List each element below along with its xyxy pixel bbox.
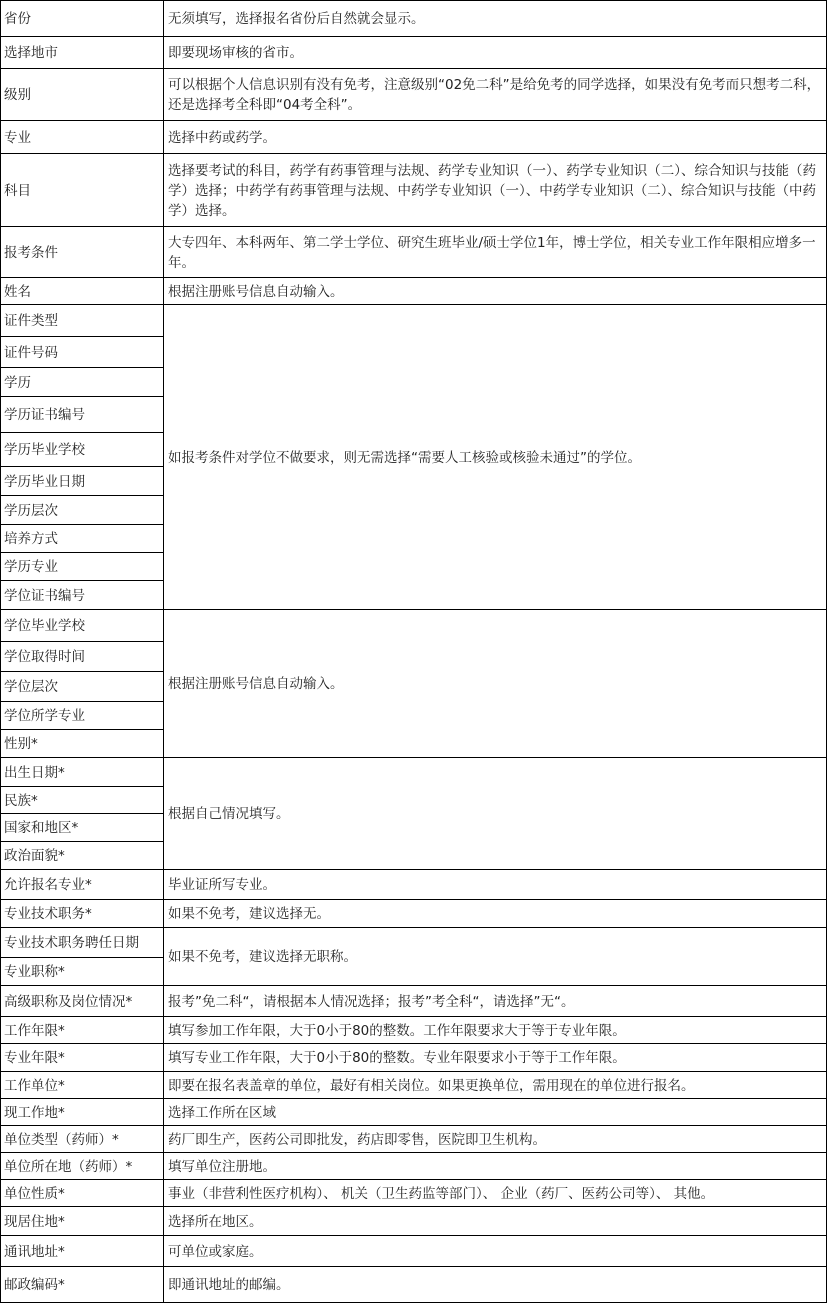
row-divider: [1, 432, 163, 433]
row-divider: [1, 1016, 826, 1017]
row-divider: [1, 552, 163, 553]
field-label: 高级职称及岗位情况*: [4, 993, 133, 1010]
row-divider: [1, 304, 826, 305]
field-label: 现工作地*: [4, 1104, 65, 1121]
field-label: 学位所学专业: [4, 708, 85, 724]
field-description: 大专四年、本科两年、第二学士学位、研究生班毕业/硕士学位1年，博士学位，相关专业工作年限相应增多一年。: [168, 234, 816, 271]
row-divider: [1, 277, 826, 278]
row-divider: [1, 757, 826, 758]
field-description: 事业（非营利性医疗机构）、 机关（卫生药监等部门）、 企业（药厂、医药公司等）、 其他。: [168, 1185, 715, 1202]
row-divider: [1, 1043, 826, 1044]
field-description: 填写参加工作年限，大于0小于80的整数。工作年限要求大于等于专业年限。: [168, 1022, 626, 1039]
row-divider: [1, 671, 163, 672]
field-label: 单位类型（药师）*: [4, 1131, 119, 1148]
row-divider: [1, 1098, 826, 1099]
field-label: 学历专业: [4, 559, 58, 575]
field-label: 专业职称*: [4, 964, 65, 980]
field-description: 选择所在地区。: [168, 1213, 263, 1230]
row-divider: [1, 985, 826, 986]
row-divider: [1, 336, 163, 337]
row-divider: [1, 813, 163, 814]
row-divider: [1, 1152, 826, 1153]
field-label: 培养方式: [4, 531, 58, 547]
field-label: 学历毕业学校: [4, 442, 85, 458]
field-label: 学位取得时间: [4, 649, 85, 665]
field-label: 专业年限*: [4, 1050, 65, 1066]
field-label: 单位性质*: [4, 1185, 65, 1202]
field-label: 科目: [4, 182, 31, 199]
merged-field-description: 如报考条件对学位不做要求，则无需选择“需要人工核验或核验未通过”的学位。: [168, 449, 641, 466]
field-description: 报考”免二科“，请根据本人情况选择；报考”考全科“，请选择”无“。: [168, 993, 575, 1010]
field-label: 通讯地址*: [4, 1243, 65, 1260]
field-label: 学位证书编号: [4, 587, 85, 604]
row-divider: [1, 367, 163, 368]
column-divider: [163, 1, 164, 1302]
field-label: 工作年限*: [4, 1022, 65, 1039]
field-label: 学历证书编号: [4, 407, 85, 423]
field-label: 专业: [4, 129, 31, 146]
row-divider: [1, 701, 163, 702]
field-label: 专业技术职务聘任日期: [4, 935, 139, 951]
row-divider: [1, 36, 826, 37]
merged-field-description: 如果不免考，建议选择无职称。: [168, 949, 357, 965]
field-label: 证件号码: [4, 344, 58, 361]
row-divider: [1, 1179, 826, 1180]
field-description: 如果不免考，建议选择无。: [168, 906, 330, 922]
row-divider: [1, 1206, 826, 1207]
row-divider: [1, 524, 163, 525]
field-label: 姓名: [4, 283, 31, 300]
field-label: 学历层次: [4, 502, 58, 519]
field-description: 填写单位注册地。: [168, 1158, 276, 1175]
field-label: 学位毕业学校: [4, 618, 85, 634]
field-label: 政治面貌*: [4, 848, 65, 864]
row-divider: [1, 120, 826, 121]
field-description: 填写专业工作年限，大于0小于80的整数。专业年限要求小于等于工作年限。: [168, 1050, 626, 1066]
row-divider: [1, 841, 163, 842]
row-divider: [1, 495, 163, 496]
field-label: 报考条件: [4, 244, 58, 261]
field-description: 药厂即生产，医药公司即批发，药店即零售，医院即卫生机构。: [168, 1131, 546, 1148]
row-divider: [1, 729, 163, 730]
field-label: 工作单位*: [4, 1077, 65, 1094]
row-divider: [1, 1266, 826, 1267]
row-divider: [1, 1071, 826, 1072]
row-divider: [1, 786, 163, 787]
field-label: 学历毕业日期: [4, 473, 85, 490]
field-label: 性别*: [4, 736, 38, 752]
row-divider: [1, 1235, 826, 1236]
row-divider: [1, 957, 163, 958]
row-divider: [1, 899, 826, 900]
field-label: 选择地市: [4, 45, 58, 61]
field-description: 即要在报名表盖章的单位，最好有相关岗位。如果更换单位，需用现在的单位进行报名。: [168, 1077, 695, 1094]
field-description: 无须填写，选择报名省份后自然就会显示。: [168, 11, 425, 27]
field-label: 民族*: [4, 792, 38, 809]
field-description: 选择中药或药学。: [168, 129, 276, 146]
field-label: 学历: [4, 374, 31, 391]
field-label: 专业技术职务*: [4, 906, 92, 922]
field-label: 邮政编码*: [4, 1276, 65, 1293]
field-label: 级别: [4, 87, 31, 103]
field-description: 选择要考试的科目，药学有药事管理与法规、药学专业知识（一）、药学专业知识（二）、综合知识与技能（药学）选择；中药学有药事管理与法规、中药学专业知识（一）、中药学专业知识（二）、综合知识与技能（中药学）选择。: [168, 162, 816, 219]
row-divider: [1, 466, 163, 467]
field-label: 允许报名专业*: [4, 877, 92, 893]
field-label: 证件类型: [4, 313, 58, 329]
field-description: 可以根据个人信息识别有没有免考，注意级别“02免二科”是给免考的同学选择，如果没有免考而只想考二科，还是选择考全科即“04考全科”。: [168, 77, 821, 113]
merged-field-description: 根据自己情况填写。: [168, 806, 290, 822]
row-divider: [1, 580, 163, 581]
field-description: 根据注册账号信息自动输入。: [168, 283, 344, 300]
row-divider: [1, 1125, 826, 1126]
field-description: 可单位或家庭。: [168, 1243, 263, 1260]
row-divider: [1, 396, 163, 397]
field-description: 即要现场审核的省市。: [168, 45, 303, 61]
field-label: 现居住地*: [4, 1213, 65, 1230]
row-divider: [1, 68, 826, 69]
field-label: 省份: [4, 11, 31, 27]
row-divider: [1, 153, 826, 154]
field-label: 国家和地区*: [4, 820, 79, 836]
merged-field-description: 根据注册账号信息自动输入。: [168, 676, 344, 692]
field-label: 出生日期*: [4, 764, 65, 781]
field-description: 选择工作所在区域: [168, 1104, 276, 1121]
field-label: 学位层次: [4, 679, 58, 695]
row-divider: [1, 927, 826, 928]
row-divider: [1, 641, 163, 642]
row-divider: [1, 226, 826, 227]
field-label: 单位所在地（药师）*: [4, 1158, 133, 1175]
field-description: 即通讯地址的邮编。: [168, 1276, 290, 1293]
row-divider: [1, 609, 826, 610]
field-description: 毕业证所写专业。: [168, 877, 276, 893]
row-divider: [1, 869, 826, 870]
